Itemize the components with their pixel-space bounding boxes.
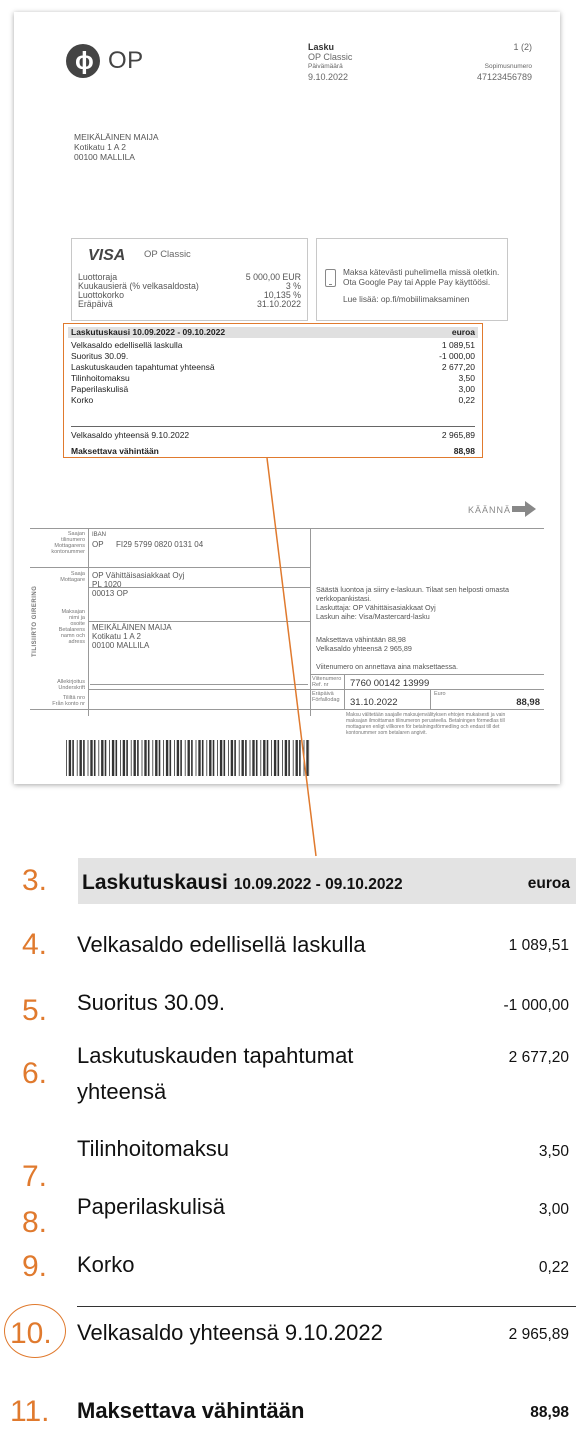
mobile-pay-line: Ota Google Pay tai Apple Pay käyttöösi. <box>343 277 491 287</box>
giro-label: Maksajan nimi ja osoite Betalarens namn och adress <box>58 609 85 645</box>
zoom-item-label: Maksettava vähintään <box>77 1398 305 1423</box>
item-number: 8. <box>22 1206 48 1239</box>
zoom-item-label: yhteensä <box>77 1079 167 1104</box>
product-name: OP Classic <box>308 52 353 62</box>
zoom-item-label: Korko <box>77 1252 135 1277</box>
page-number: 1 (2) <box>513 42 532 52</box>
ref-note: Viitenumero on annettava aina maksettaessa. <box>316 664 458 671</box>
zoom-item-value: 2 677,20 <box>508 1049 569 1066</box>
zoom-item-label: Laskutuskauden tapahtumat <box>77 1043 354 1068</box>
giro-label: Allekirjoitus Underskrift <box>57 679 85 691</box>
giro-label: Saaja Mottagare <box>60 571 85 583</box>
card-row: Luottoraja 5 000,00 EUR <box>78 272 301 282</box>
zoom-period-header <box>78 858 576 904</box>
iban-value: FI29 5799 0820 0131 04 <box>116 540 204 549</box>
visa-logo-icon: VISA <box>88 247 126 264</box>
zoom-item-value: 1 089,51 <box>508 937 569 954</box>
zoom-item-value: 2 965,89 <box>508 1326 569 1343</box>
item-number: 4. <box>22 928 48 961</box>
zoom-period-title: Laskutuskausi 10.09.2022 - 09.10.2022 <box>82 871 403 894</box>
giro-label: Tililtä nro Från konto nr <box>52 695 85 707</box>
zoom-period-currency: euroa <box>527 875 570 892</box>
zoom-item-value: -1 000,00 <box>503 997 569 1014</box>
zoom-item-label: Velkasaldo edellisellä laskulla <box>77 932 366 957</box>
doc-type: Lasku <box>308 42 335 52</box>
euro-label: Euro <box>434 691 446 697</box>
contract-label: Sopimusnumero <box>484 63 532 70</box>
billing-period-title: Laskutuskausi 10.09.2022 - 09.10.2022 <box>71 327 226 337</box>
due-date: 31.10.2022 <box>350 697 398 708</box>
zoom-item-label: Paperilaskulisä <box>77 1194 225 1219</box>
giro-recipient: OP Vähittäisasiakkaat Oyj PL 1020 00013 OP <box>92 571 185 598</box>
period-row: Korko 0,22 <box>71 395 475 405</box>
giro-payer: MEIKÄLÄINEN MAIJA Kotikatu 1 A 2 00100 MALLILA <box>92 623 172 650</box>
mobile-pay-link[interactable]: Lue lisää: op.fi/mobiilimaksaminen <box>343 294 470 304</box>
period-row: Paperilaskulisä 3,00 <box>71 384 475 394</box>
period-row: Laskutuskauden tapahtumat yhteensä 2 677,20 <box>71 362 475 372</box>
period-row: Tilinhoitomaksu 3,50 <box>71 373 475 383</box>
giro-label: Viitenumero Ref. nr <box>312 676 342 688</box>
contract-number: 47123456789 <box>476 72 532 82</box>
zoom-item-value: 88,98 <box>530 1404 569 1421</box>
op-logo-text: OP <box>108 47 144 74</box>
ref-number: 7760 00142 13999 <box>350 678 430 689</box>
giro-label: Eräpäivä Förfallodag <box>312 691 340 703</box>
billing-period-currency: euroa <box>451 327 475 337</box>
period-min-row: Maksettava vähintään 88,98 <box>71 446 475 456</box>
giro-info: Säästä luontoa ja siirry e-laskuun. Tilaat sen helposti omasta verkkopankistasi. Laskuttaja: OP Vähittäisasiakkaat Oyj Laskun aihe: Visa/Mastercard-lasku <box>316 585 509 621</box>
zoom-item-label: Suoritus 30.09. <box>77 990 225 1015</box>
zoom-item-value: 0,22 <box>538 1259 569 1276</box>
item-number: 11. <box>10 1395 50 1428</box>
item-number: 7. <box>22 1160 48 1193</box>
mobile-pay-line: Maksa kätevästi puhelimella missä oletkin. <box>343 267 500 277</box>
period-row: Velkasaldo edellisellä laskulla 1 089,51 <box>71 340 475 350</box>
recipient-city: 00100 MALLILA <box>74 152 135 162</box>
period-row: Suoritus 30.09. -1 000,00 <box>71 351 475 361</box>
giro-amount: 88,98 <box>516 697 540 708</box>
zoom-item-label: Velkasaldo yhteensä 9.10.2022 <box>77 1320 383 1345</box>
invoice-date: 9.10.2022 <box>308 72 349 82</box>
zoom-item-value: 3,50 <box>538 1143 569 1160</box>
item-number: 10. <box>10 1317 52 1350</box>
op-logo-icon: ɸ <box>66 44 100 78</box>
giro-small-print: Maksu välitetään saajalle maksujenvälityksen ehtojen mukaisesti ja vain maksajan ilmoittaman tilinumeron perusteella. Betalningen förmedlas till mottagaren enligt villkoren för betalningsförmedling och endast till det kontonummer som betalaren angivit. <box>346 712 506 736</box>
giro-info-amounts: Maksettava vähintään 88,98 Velkasaldo yhteensä 2 965,89 <box>316 635 412 653</box>
giro-side-label: TILISIIRTO GIRERING <box>32 585 38 657</box>
item-number: 9. <box>22 1250 48 1283</box>
item-number: 3. <box>22 864 48 897</box>
period-total-row: Velkasaldo yhteensä 9.10.2022 2 965,89 <box>71 430 475 440</box>
item-number: 6. <box>22 1057 48 1090</box>
zoom-divider <box>77 1306 576 1307</box>
zoom-item-label: Tilinhoitomaksu <box>77 1136 230 1161</box>
card-row: Luottokorko 10,135 % <box>78 290 301 300</box>
recipient-name: MEIKÄLÄINEN MAIJA <box>74 132 159 142</box>
item-number: 5. <box>22 994 48 1027</box>
card-row: Kuukausierä (% velkasaldosta) 3 % <box>78 281 301 291</box>
recipient-street: Kotikatu 1 A 2 <box>74 142 126 152</box>
zoom-item-value: 3,00 <box>538 1201 569 1218</box>
turn-page-label[interactable]: KÄÄNNÄ <box>468 505 512 515</box>
card-row: Eräpäivä 31.10.2022 <box>78 299 301 309</box>
giro-label: Saajan tilinumero Mottagarens kontonummer <box>51 531 85 555</box>
card-product-name: OP Classic <box>144 249 191 260</box>
date-label: Päivämäärä <box>308 63 343 70</box>
iban-label: IBAN <box>92 532 107 538</box>
bank-name: OP <box>92 540 104 549</box>
